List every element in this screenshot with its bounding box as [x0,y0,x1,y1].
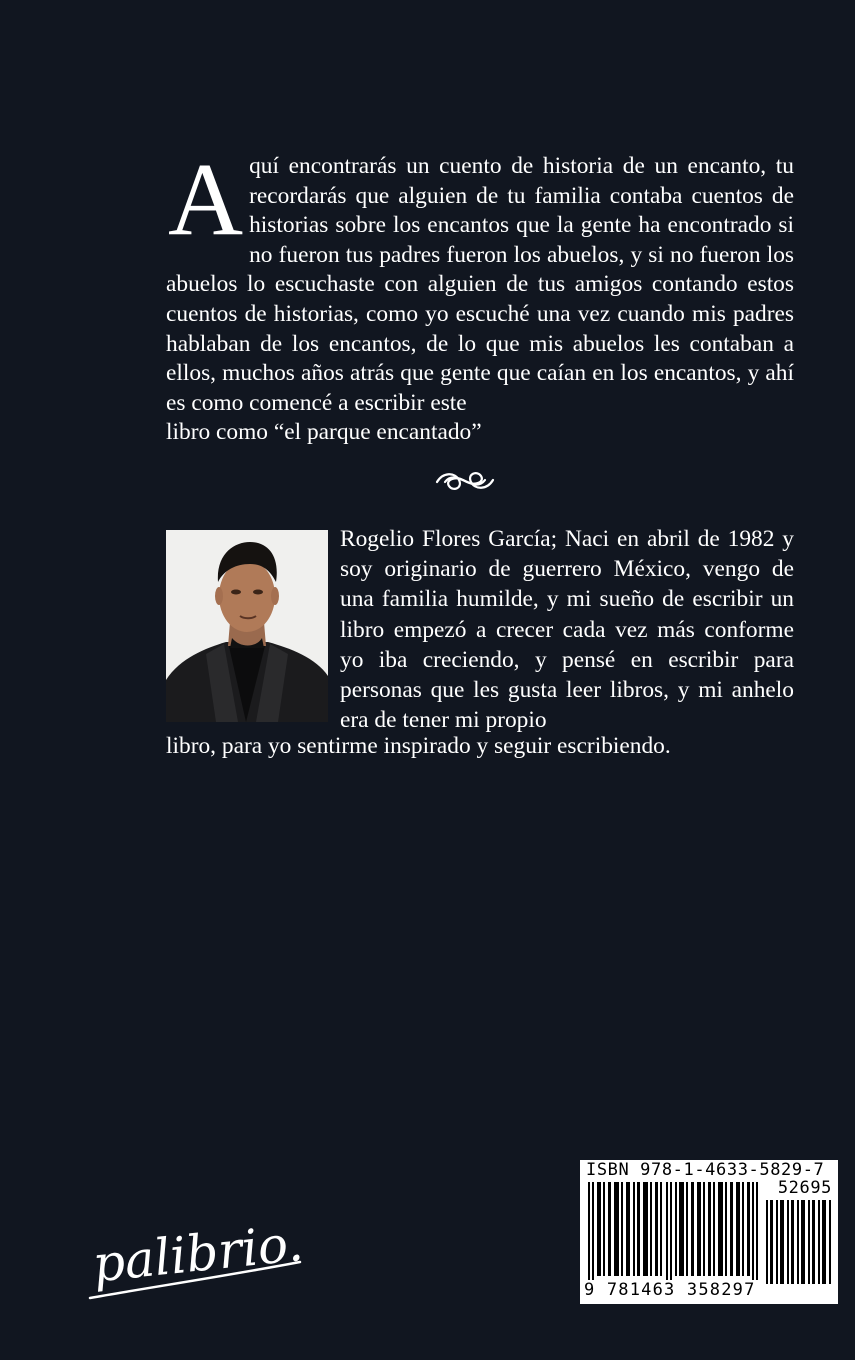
barcode-addon-number: 52695 [777,1178,832,1198]
isbn-barcode [580,1160,838,1304]
barcode-addon-bars [766,1200,832,1284]
palibrio-logo [86,1210,306,1310]
synopsis-last-line: libro como “el parque encantado” [166,419,482,446]
barcode-bars [588,1182,758,1284]
drop-cap: A [168,142,244,257]
palibrio-logo-text: palibrio. [89,1213,306,1294]
author-photo [166,530,328,722]
ean-number: 9 781463 358297 [584,1280,756,1300]
author-bio-closing: libro, para yo sentirme inspirado y seguir escribiendo. [166,733,671,759]
flourish-ornament-icon [433,466,497,496]
synopsis-text: quí encontrarás un cuento de historia de un encanto, tu recordarás que alguien de tu familia contaba cuentos de historias sobre los encantos que la gente ha encontrado si no fueron tus padres fueron los abuelos, y si no fueron los abuelos lo escuchaste con alguien de tus amigos contando estos cuentos de historias, como yo escuché una vez cuando mis padres hablaban de los encantos, de lo que mis abuelos les contaban a ellos, muchos años atrás que gente que caían en los encantos, y ahí es como comencé a escribir este [166,153,794,416]
author-bio-text: Rogelio Flores García; Naci en abril de 1982 y soy originario de guerrero México, vengo de una familia humilde, y mi sueño de escribir un libro empezó a crecer cada vez más conforme yo iba creciendo, y pensé en escribir para personas que les gusta leer libros, y mi anhelo era de tener mi propio [340,526,794,734]
author-bio-last-line [166,731,794,761]
synopsis-paragraph [166,142,794,448]
author-bio-paragraph [340,524,794,735]
isbn-number: ISBN 978-1-4633-5829-7 [586,1160,825,1180]
